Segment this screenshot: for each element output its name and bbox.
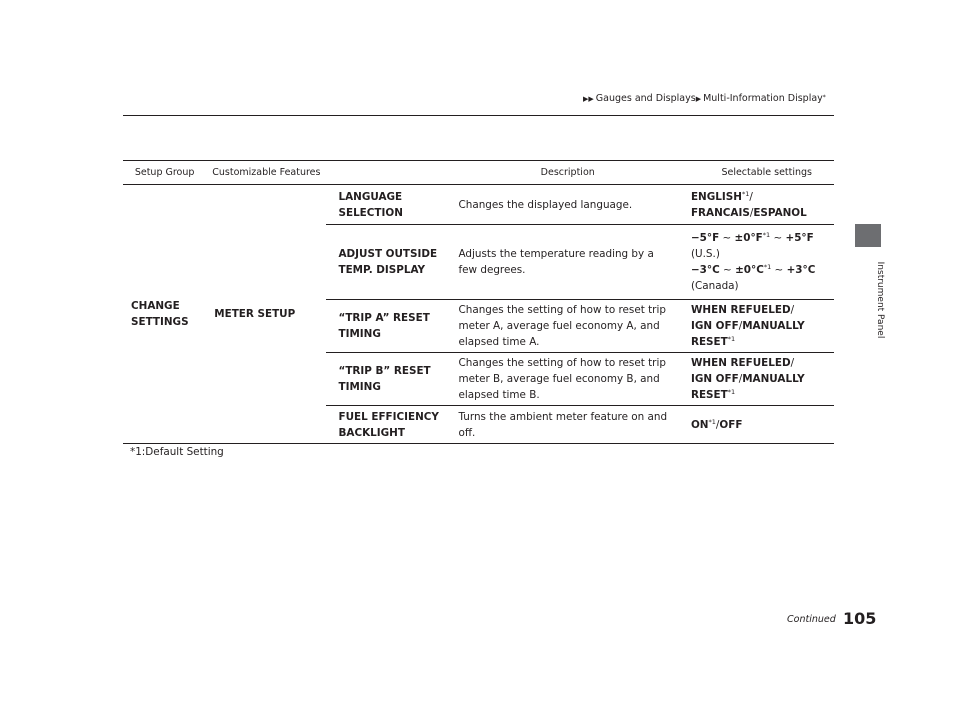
breadcrumb xyxy=(583,93,826,104)
feature-description: Changes the setting of how to reset trip meter B, average fuel economy B, and elapsed time B. xyxy=(455,353,681,406)
customizable-group: METER SETUP xyxy=(206,185,326,444)
continued-label: Continued xyxy=(787,614,836,625)
section-tab[interactable] xyxy=(855,224,881,247)
column-header xyxy=(326,161,454,185)
arrow-icon: ▶ xyxy=(695,95,702,103)
breadcrumb-item[interactable]: Gauges and Displays xyxy=(595,93,696,104)
feature-name: LANGUAGE SELECTION xyxy=(326,185,454,225)
section-tab-label: Instrument Panel xyxy=(875,261,885,339)
breadcrumb-item[interactable]: Multi-Information Display xyxy=(703,93,823,104)
column-header: Customizable Features xyxy=(206,161,326,185)
feature-description: Turns the ambient meter feature on and off. xyxy=(455,406,681,444)
column-header: Setup Group xyxy=(123,161,206,185)
feature-name: FUEL EFFICIENCY BACKLIGHT xyxy=(326,406,454,444)
settings-table xyxy=(123,160,834,444)
footnote: *1:Default Setting xyxy=(130,446,224,458)
feature-description: Adjusts the temperature reading by a few degrees. xyxy=(455,225,681,300)
feature-name: “TRIP B” RESET TIMING xyxy=(326,353,454,406)
selectable-settings: ON$^{*1}$/OFF xyxy=(681,406,834,444)
selectable-settings: −5°F ~ $\pm 0^\circ F^{*1}$ ~ +5°F (U.S.) −3°C ~ $\pm 0^\circ C^{*1}$ ~ +3°C (Canada) xyxy=(681,225,834,300)
arrow-icon: ▶▶ xyxy=(583,95,594,103)
table-header-row xyxy=(123,161,834,185)
feature-name: “TRIP A” RESET TIMING xyxy=(326,300,454,353)
feature-name: ADJUST OUTSIDE TEMP. DISPLAY xyxy=(326,225,454,300)
setup-group: CHANGE SETTINGS xyxy=(123,185,206,444)
table-row xyxy=(123,185,834,225)
column-header: Selectable settings xyxy=(681,161,834,185)
selectable-settings: WHEN REFUELED/ IGN OFF/MANUALLY RESET$^{*1}$ xyxy=(681,353,834,406)
breadcrumb-mark: * xyxy=(822,94,826,101)
feature-description: Changes the setting of how to reset trip meter A, average fuel economy A, and elapsed time A. xyxy=(455,300,681,353)
page-number: 105 xyxy=(843,609,877,628)
header-rule xyxy=(123,115,834,116)
column-header: Description xyxy=(455,161,681,185)
selectable-settings: WHEN REFUELED/ IGN OFF/MANUALLY RESET$^{*1}$ xyxy=(681,300,834,353)
feature-description: Changes the displayed language. xyxy=(455,185,681,225)
selectable-settings: ENGLISH$^{*1}$/ FRANCAIS/ESPANOL xyxy=(681,185,834,225)
